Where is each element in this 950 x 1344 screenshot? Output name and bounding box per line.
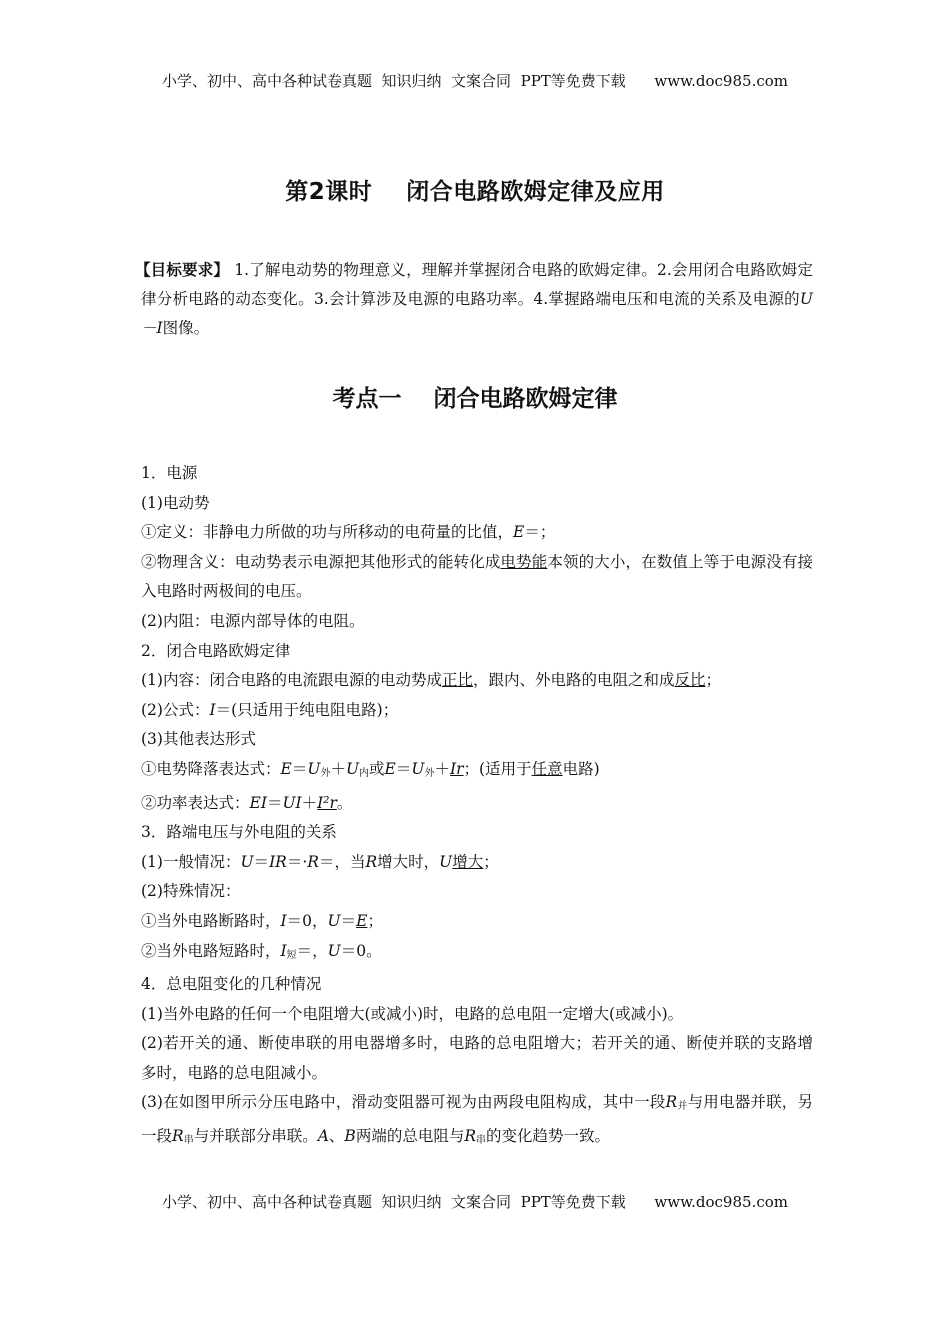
text: ＝· (286, 852, 308, 871)
goals-tag: 【目标要求】 (135, 261, 230, 279)
symbol: E (384, 759, 396, 778)
text: ＝0。 (340, 941, 382, 960)
text: 1．电源 (141, 464, 198, 482)
page-header: 小学、初中、高中各种试卷真题 知识归纳 文案合同 PPT等免费下载 www.doc985.com (161, 72, 788, 90)
text: 电路) (562, 759, 600, 778)
text: ＝，当 (318, 852, 366, 871)
text: (2)特殊情况： (141, 882, 241, 901)
text: ＝ (395, 759, 412, 778)
symbol: I (280, 941, 287, 960)
text: ＝， (296, 941, 328, 960)
line (141, 489, 813, 519)
symbol: A (317, 1127, 329, 1146)
goals-text: 1.了解电动势的物理意义，理解并掌握闭合电路的欧姆定律。2.会用闭合电路欧姆定律分析电路的动态变化。3.会计算涉及电源的电路功率。4.掌握路端电压和电流的关系及电源的 (141, 261, 813, 308)
line (141, 907, 813, 937)
subscript: 内 (359, 767, 370, 779)
symbol: U (439, 852, 453, 871)
text: 本领的大小，在数值上等于电源没有接入电路时两极间的电压。 (141, 552, 813, 601)
line (141, 607, 813, 637)
text: 增大时， (377, 852, 440, 871)
text: 与并联部分串联。 (193, 1127, 318, 1146)
subscript: 外 (320, 767, 331, 779)
symbol: U (327, 911, 341, 930)
text: (2)内阻：电源内部导体的电阻。 (141, 611, 365, 630)
text: 4．总电阻变化的几种情况 (141, 975, 322, 994)
symbol: U (240, 852, 254, 871)
symbol: U (307, 759, 321, 778)
text: ； (367, 911, 383, 930)
line (141, 518, 813, 548)
text: ②当外电路短路时， (141, 941, 281, 960)
text: 两端的总电阻与 (355, 1127, 465, 1146)
text: ＝ (340, 911, 357, 930)
symbol: EI (249, 793, 267, 812)
page-footer: 小学、初中、高中各种试卷真题 知识归纳 文案合同 PPT等免费下载 www.doc985.com (161, 1193, 788, 1211)
line (141, 818, 813, 848)
line (141, 459, 813, 489)
text: ＝； (524, 523, 556, 542)
line (141, 937, 813, 971)
line (141, 548, 813, 607)
text: ＝ (266, 793, 283, 812)
lesson-title: 第2课时 闭合电路欧姆定律及应用 (285, 179, 665, 205)
symbol: R (307, 852, 319, 871)
goals-ui: U－I (141, 290, 813, 337)
text: (1)电动势 (141, 493, 210, 512)
symbol: U (327, 941, 341, 960)
text: ＝(只适用于纯电阻电路)； (215, 700, 399, 719)
text: 2．闭合电路欧姆定律 (141, 641, 291, 660)
symbol: I (209, 700, 216, 719)
underlined-answer: 反比 (674, 671, 706, 690)
learning-goals (135, 256, 813, 343)
text: 与用电器并联，另一段 (141, 1093, 813, 1146)
text: ； (483, 852, 499, 871)
line (141, 1029, 813, 1088)
symbol: U (411, 759, 425, 778)
symbol: E (513, 523, 525, 542)
line (141, 666, 813, 696)
text: ①当外电路断路时， (141, 911, 281, 930)
text: ＝0， (286, 911, 328, 930)
text: (2)若开关的通、断使串联的用电器增多时，电路的总电阻增大；若开关的通、断使并联的支路增多时，电路的总电阻减小。 (141, 1034, 813, 1082)
symbol: B (344, 1127, 356, 1146)
text: ，跟内、外电路的电阻之和成 (472, 671, 675, 690)
symbol: R (172, 1127, 184, 1146)
line (141, 877, 813, 907)
line (141, 725, 813, 755)
line (141, 755, 813, 789)
section-title: 考点一 闭合电路欧姆定律 (332, 386, 618, 412)
text: ＝ (253, 852, 270, 871)
symbol: UI (282, 793, 302, 812)
text: ②物理含义：电动势表示电源把其他形式的能转化成 (141, 552, 501, 571)
underlined-answer: 正比 (441, 671, 473, 690)
line (141, 970, 813, 1000)
underlined-answer: 增大 (452, 852, 484, 871)
text: ＝ (291, 759, 308, 778)
subscript: 串 (476, 1135, 486, 1147)
text: ＋ (301, 793, 318, 812)
text: 。 (336, 793, 353, 812)
text: ＋ (330, 759, 346, 778)
text: 、 (328, 1127, 345, 1146)
symbol: R (365, 852, 378, 871)
text: 3．路端电压与外电阻的关系 (141, 823, 337, 842)
line (141, 789, 813, 819)
text: ①电势降落表达式： (141, 759, 281, 778)
text: 或 (369, 759, 385, 778)
line (141, 848, 813, 878)
text: 的变化趋势一致。 (486, 1127, 611, 1146)
symbol: R (665, 1093, 678, 1112)
symbol: E (280, 759, 292, 778)
text: ；(适用于 (463, 759, 532, 778)
subscript: 并 (677, 1101, 688, 1113)
goals-end: 图像。 (162, 319, 210, 337)
symbol: I (280, 911, 287, 930)
text: (3)其他表达形式 (141, 730, 256, 749)
underlined-answer: E (356, 911, 368, 930)
text: ①定义：非静电力所做的功与所移动的电荷量的比值， (141, 523, 514, 542)
text: ； (705, 671, 722, 690)
underlined-answer: 任意 (531, 759, 563, 778)
underlined-answer: I²r (317, 793, 337, 812)
line (141, 696, 813, 726)
text: (1)内容：闭合电路的电流跟电源的电动势成 (141, 671, 442, 690)
symbol: IR (269, 852, 287, 871)
text: (1)一般情况： (141, 852, 241, 871)
text: (3)在如图甲所示分压电路中，滑动变阻器可视为由两段电阻构成，其中一段 (141, 1093, 666, 1112)
subscript: 外 (424, 767, 435, 779)
symbol: R (464, 1127, 476, 1146)
symbol: U (345, 759, 360, 778)
subscript: 串 (183, 1135, 194, 1147)
content-body (141, 459, 813, 1156)
underlined-answer: Ir (449, 759, 464, 778)
text: (2)公式： (141, 700, 210, 719)
text: (1)当外电路的任何一个电阻增大(或减小)时，电路的总电阻一定增大(或减小)。 (141, 1004, 684, 1023)
line (141, 1000, 813, 1030)
underlined-answer: 电势能 (500, 552, 548, 571)
line (141, 1088, 813, 1155)
text: ＋ (434, 759, 450, 778)
line (141, 637, 813, 667)
text: ②功率表达式： (141, 793, 250, 812)
subscript: 短 (286, 949, 297, 961)
